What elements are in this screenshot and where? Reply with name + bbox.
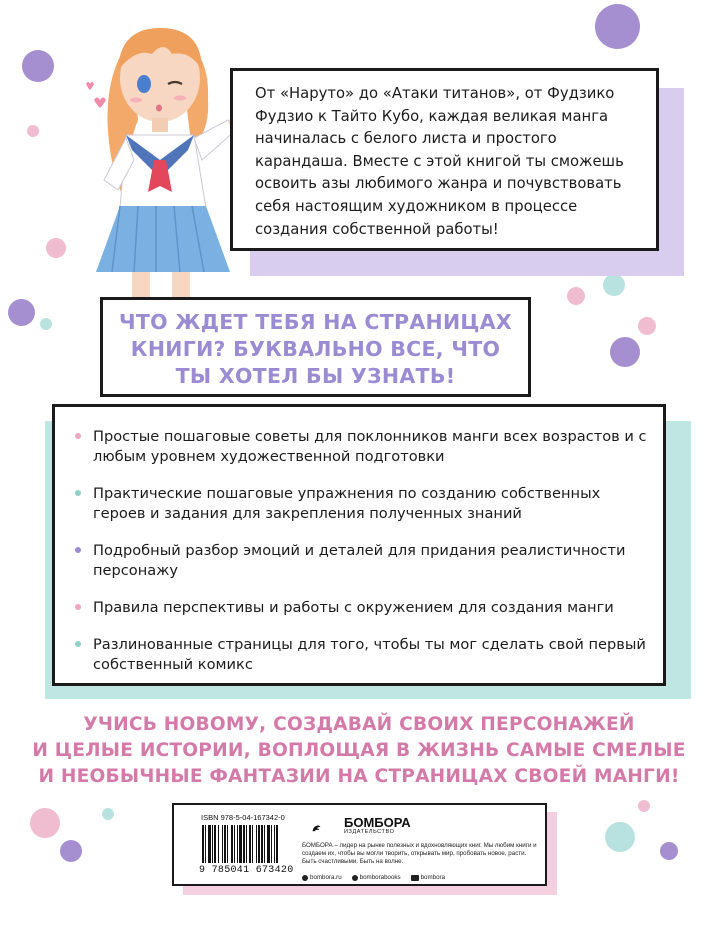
decor-dot [60,840,82,862]
headline-line: ТЫ ХОТЕЛ БЫ УЗНАТЬ! [175,364,456,388]
feature-text: Правила перспективы и работы с окружением для создания манги [93,599,614,616]
brand-name: БОМБОРА [344,815,411,830]
social-website[interactable] [302,874,342,881]
decor-dot [605,822,635,852]
decor-dot [40,318,52,330]
decor-dot [22,50,54,82]
social-label: bombora [420,874,446,881]
publisher-description: БОМБОРА – лидер на рынке полезных и вдохновляющих книг. Мы любим книги и создаем их, чтобы вы могли творить, открывать мир, пробовать новое, расти. Быть счастливыми. Быть на волне. [302,842,537,866]
bombora-wave-logo-icon [312,815,342,841]
intro-text: От «Наруто» до «Атаки титанов», от Фудзико Фудзио к Тайто Кубо, каждая великая манга начиналась с белого листа и простого карандаша. Вместе с этой книгой ты сможешь освоить азы любимого жанра и почувствовать себя настоящим художником в процессе создания собственной работы! [255,85,624,238]
video-icon [411,875,419,881]
intro-box [230,68,659,251]
feature-text: Практические пошаговые упражнения по созданию собственных героев и задания для закрепления полученных знаний [93,485,601,522]
bullet-dot-icon [75,433,81,439]
barcode-digits: 9 785041 673420 [199,865,294,876]
decor-dot [27,125,39,137]
globe-icon [302,875,308,881]
decor-dot [102,808,114,820]
decor-dot [30,808,60,838]
social-video[interactable] [411,874,445,881]
feature-text: Подробный разбор эмоций и деталей для придания реалистичности персонажу [93,542,626,579]
bullet-dot-icon [75,547,81,553]
feature-item [75,635,653,675]
decor-dot [567,287,585,305]
bullet-dot-icon [75,641,81,647]
feature-item [75,598,653,618]
isbn-label: ISBN 978-5-04-167342-0 [201,813,285,822]
decor-dot [638,317,656,335]
publisher-box [172,803,547,886]
social-icon [352,875,358,881]
brand-subtitle: ИЗДАТЕЛЬСТВО [344,829,395,835]
barcode-icon [201,825,299,863]
feature-item [75,484,653,524]
social-label: bombora.ru [310,874,342,881]
social-network[interactable] [352,874,401,881]
bullet-dot-icon [75,490,81,496]
social-links [302,874,445,881]
social-label: bomborabooks [359,874,401,881]
slogan [0,712,718,790]
decor-dot [595,4,640,49]
feature-text: Простые пошаговые советы для поклонников манги всех возрастов и с любым уровнем художественной подготовки [93,428,647,465]
headline-line: ЧТО ЖДЕТ ТЕБЯ НА СТРАНИЦАХ [118,310,512,334]
headline-box [100,297,531,397]
slogan-line: УЧИСЬ НОВОМУ, СОЗДАВАЙ СВОИХ ПЕРСОНАЖЕЙ [83,714,635,735]
slogan-line: И ЦЕЛЫЕ ИСТОРИИ, ВОПЛОЩАЯ В ЖИЗНЬ САМЫЕ СМЕЛЫЕ [32,740,686,761]
decor-dot [603,274,625,296]
decor-dot [638,800,650,812]
decor-dot [610,337,640,367]
features-box [52,404,666,686]
feature-text: Разлинованные страницы для того, чтобы ты мог сделать свой первый собственный комикс [93,636,646,673]
decor-dot [8,299,35,326]
bullet-dot-icon [75,604,81,610]
decor-dot [660,842,678,860]
feature-item [75,541,653,581]
feature-item [75,427,653,467]
headline-line: КНИГИ? БУКВАЛЬНО ВСЕ, ЧТО [130,337,501,361]
slogan-line: И НЕОБЫЧНЫЕ ФАНТАЗИИ НА СТРАНИЦАХ СВОЕЙ МАНГИ! [38,766,680,787]
